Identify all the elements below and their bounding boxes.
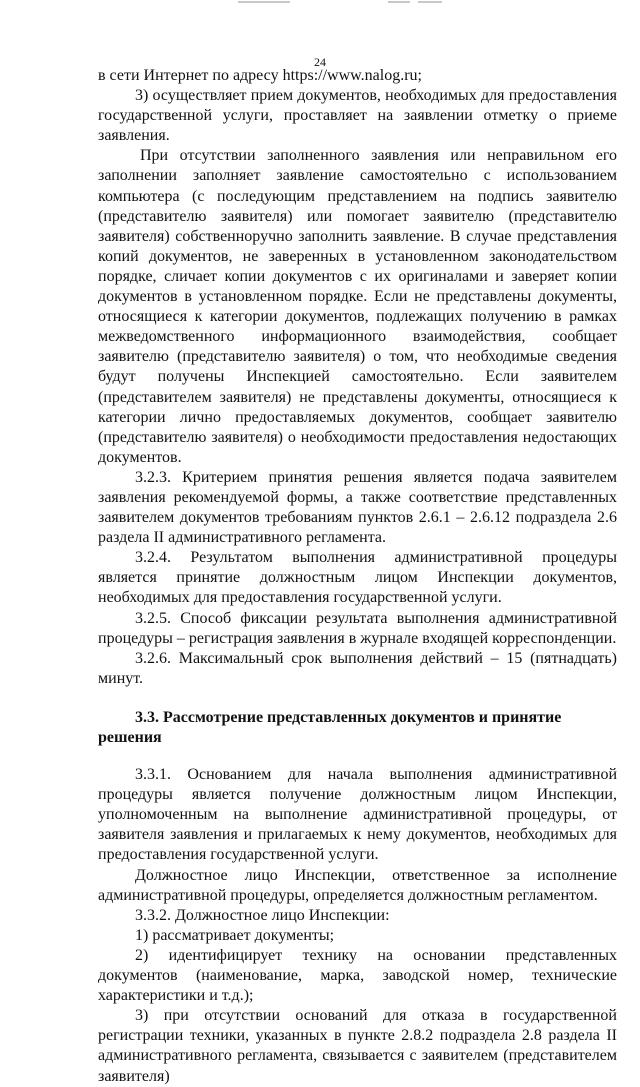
list-item-2: 2) идентифицирует технику на основании представленных документов (наименование, марка, заводской номер, технические характеристики и т.д.); — [98, 946, 617, 1005]
document-body — [98, 66, 617, 1087]
list-item-1: 1) рассматривает документы; — [135, 926, 335, 944]
scan-edge-marks — [0, 0, 640, 6]
paragraph-3-3-1: 3.3.1. Основанием для начала выполнения административной процедуры является получение должностным лицом Инспекции, уполномоченным на выполнение административной процедуры, от заявителя заявления и прилагаемых к нему документов, необходимых для предоставления государственной услуги. — [98, 766, 617, 864]
paragraph-3-2-3: 3.2.3. Критерием принятия решения является подача заявителем заявления рекомендуемой формы, а также соответствие представленных заявителем документов требованиям пунктов 2.6.1 – 2.6.12 подраздела 2.6 раздела II административного регламента. — [98, 468, 617, 547]
paragraph-responsible-official: Должностное лицо Инспекции, ответственное за исполнение административной процедуры, определяется должностным регламентом. — [98, 866, 617, 904]
paragraph-item-3: 3) осуществляет прием документов, необходимых для предоставления государственной услуги, проставляет на заявлении отметку о приеме заявления. — [98, 87, 617, 145]
paragraph-missing-application: При отсутствии заполненного заявления или неправильном его заполнении заполняет заявление самостоятельно с использованием компьютера (с последующим представлением на подпись заявителю (представителю заявителя) или помогает заявителю (представителю заявителя) собственноручно заполнить заявление. В случае представления копий документов, не заверенных в установленном законодательством порядке, сличает копии документов с их оригиналами и заверяет копии документов в установленном порядке. Если не представлены документы, относящиеся к категории документов, подлежащих получению в рамках межведомственного информационного взаимодействия, сообщает заявителю (представителю заявителя) о том, что необходимые сведения будут получены Инспекцией самостоятельно. Если заявителем (представителем заявителя) не представлены документы, относящиеся к категории лично предоставляемых документов, сообщает заявителю (представителю заявителя) о необходимости предоставления недостающих документов. — [98, 147, 617, 466]
paragraph-3-3-2: 3.3.2. Должностное лицо Инспекции: — [135, 906, 390, 924]
paragraph-3-2-5: 3.2.5. Способ фиксации результата выполнения административной процедуры – регистрация заявления в журнале входящей корреспонденции. — [98, 609, 617, 647]
page-number: 24 — [314, 55, 326, 69]
list-item-3: 3) при отсутствии оснований для отказа в государственной регистрации техники, указанных в пункте 2.8.2 подраздела 2.8 раздела II административного регламента, связывается с заявителем (представителем заявителя) — [98, 1007, 617, 1085]
paragraph-3-2-4: 3.2.4. Результатом выполнения административной процедуры является принятие должностным лицом Инспекции документов, необходимых для предоставления государственной услуги. — [98, 549, 617, 607]
section-heading-3-3: 3.3. Рассмотрение представленных документов и принятие решения — [98, 708, 562, 746]
paragraph-3-2-6: 3.2.6. Максимальный срок выполнения действий – 15 (пятнадцать) минут. — [98, 649, 617, 687]
paragraph-continuation: в сети Интернет по адресу https://www.nalog.ru; — [98, 67, 422, 84]
